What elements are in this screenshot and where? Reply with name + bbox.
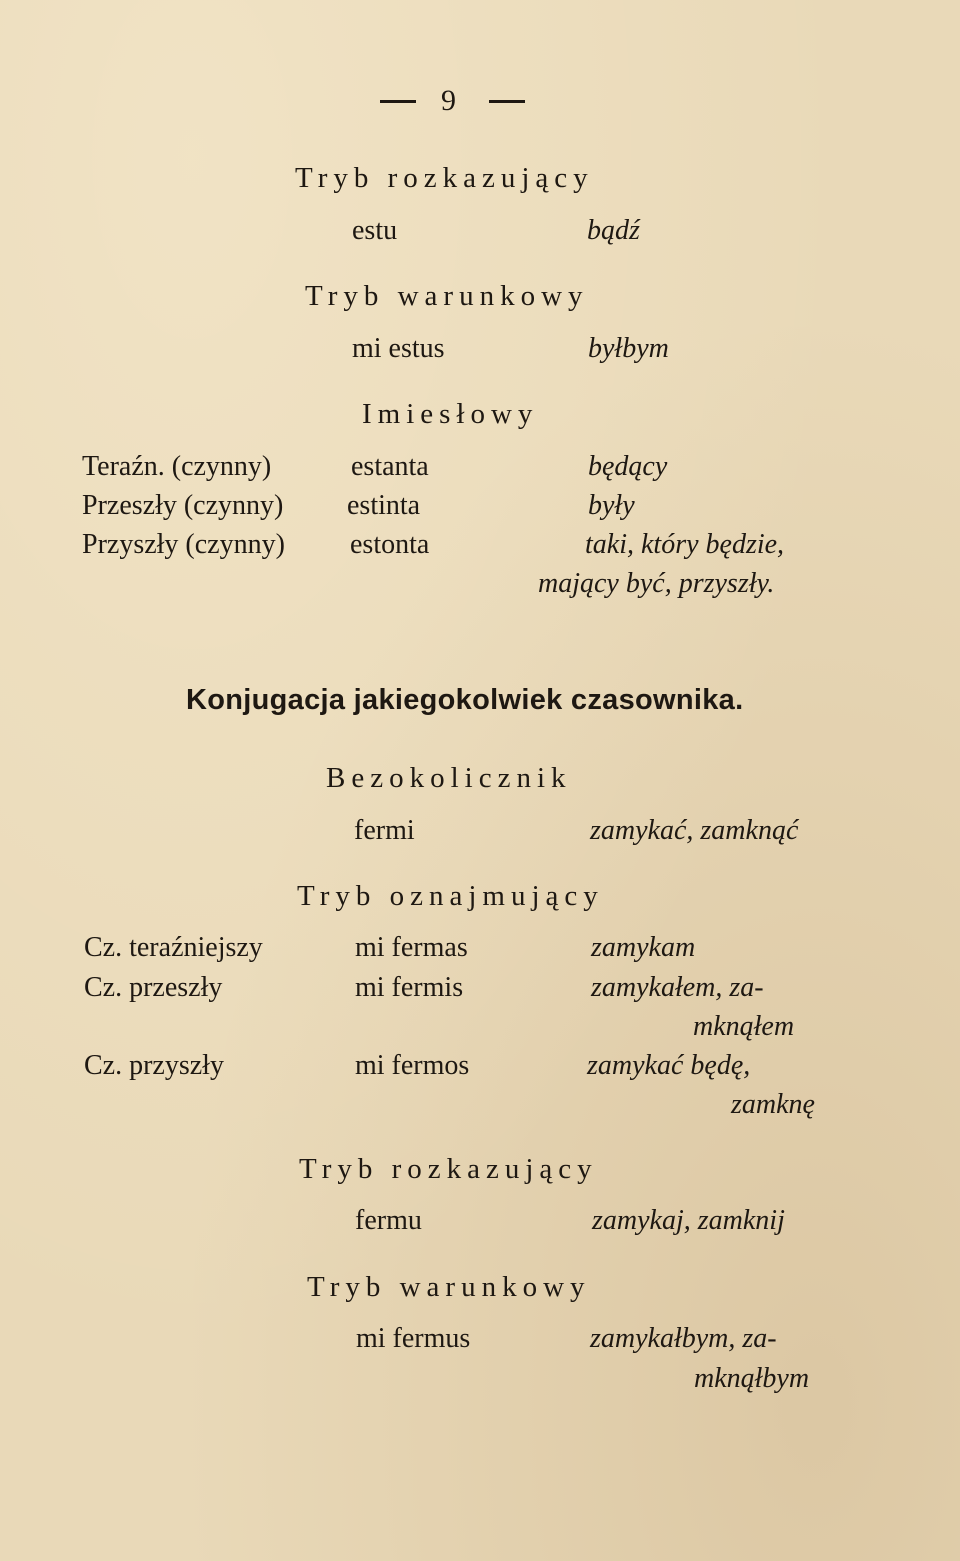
infinitive-pl: zamykać, zamknąć <box>590 815 799 846</box>
conditional-pl-line2: mknąłbym <box>694 1363 810 1394</box>
heading-indicative: Tryb oznajmujący <box>297 880 604 912</box>
page-number: 9 <box>441 84 456 117</box>
tense-eo: mi fermos <box>355 1050 470 1081</box>
participle-label: Przeszły (czynny) <box>82 490 284 521</box>
tense-label: Cz. teraźniejszy <box>84 932 263 963</box>
conjugation-title: Konjugacja jakiegokolwiek czasownika. <box>186 684 744 716</box>
participle-pl: były <box>588 490 635 521</box>
tense-pl-line1: zamykam <box>591 932 696 963</box>
participle-pl-line2: mający być, przyszły. <box>538 568 775 599</box>
heading-conditional-be: Tryb warunkowy <box>305 280 589 312</box>
tense-eo: mi fermis <box>355 972 464 1003</box>
tense-label: Cz. przyszły <box>84 1050 224 1081</box>
participle-eo: estinta <box>347 490 421 521</box>
heading-conditional: Tryb warunkowy <box>307 1271 591 1303</box>
heading-imperative: Tryb rozkazujący <box>299 1153 598 1185</box>
tense-pl-line2: zamknę <box>731 1089 815 1120</box>
tense-eo: mi fermas <box>355 932 468 963</box>
conditional-be-pl: byłbym <box>588 333 669 364</box>
conditional-be-eo: mi estus <box>352 333 445 364</box>
imperative-eo: fermu <box>355 1205 422 1236</box>
participle-eo: estanta <box>351 451 429 482</box>
conditional-eo: mi fermus <box>356 1323 471 1354</box>
header-dash-left <box>380 100 416 103</box>
tense-pl-line1: zamykałem, za- <box>591 972 764 1003</box>
heading-infinitive: Bezokolicznik <box>326 762 572 794</box>
participle-eo: estonta <box>350 529 430 560</box>
conditional-pl-line1: zamykałbym, za- <box>590 1323 777 1354</box>
participle-pl-line1: taki, który będzie, <box>585 529 785 560</box>
tense-pl-line2: mknąłem <box>693 1011 795 1042</box>
heading-imperative-be: Tryb rozkazujący <box>295 162 594 194</box>
imperative-pl: zamykaj, zamknij <box>592 1205 785 1236</box>
tense-label: Cz. przeszły <box>84 972 223 1003</box>
tense-pl-line1: zamykać będę, <box>587 1050 751 1081</box>
imperative-be-pl: bądź <box>587 215 640 246</box>
participle-pl: będący <box>588 451 668 482</box>
infinitive-eo: fermi <box>354 815 415 846</box>
participle-label: Przyszły (czynny) <box>82 529 285 560</box>
participle-label: Teraźn. (czynny) <box>82 451 272 482</box>
imperative-be-eo: estu <box>352 215 398 246</box>
heading-participles: Imiesłowy <box>362 398 539 430</box>
header-dash-right <box>489 100 525 103</box>
